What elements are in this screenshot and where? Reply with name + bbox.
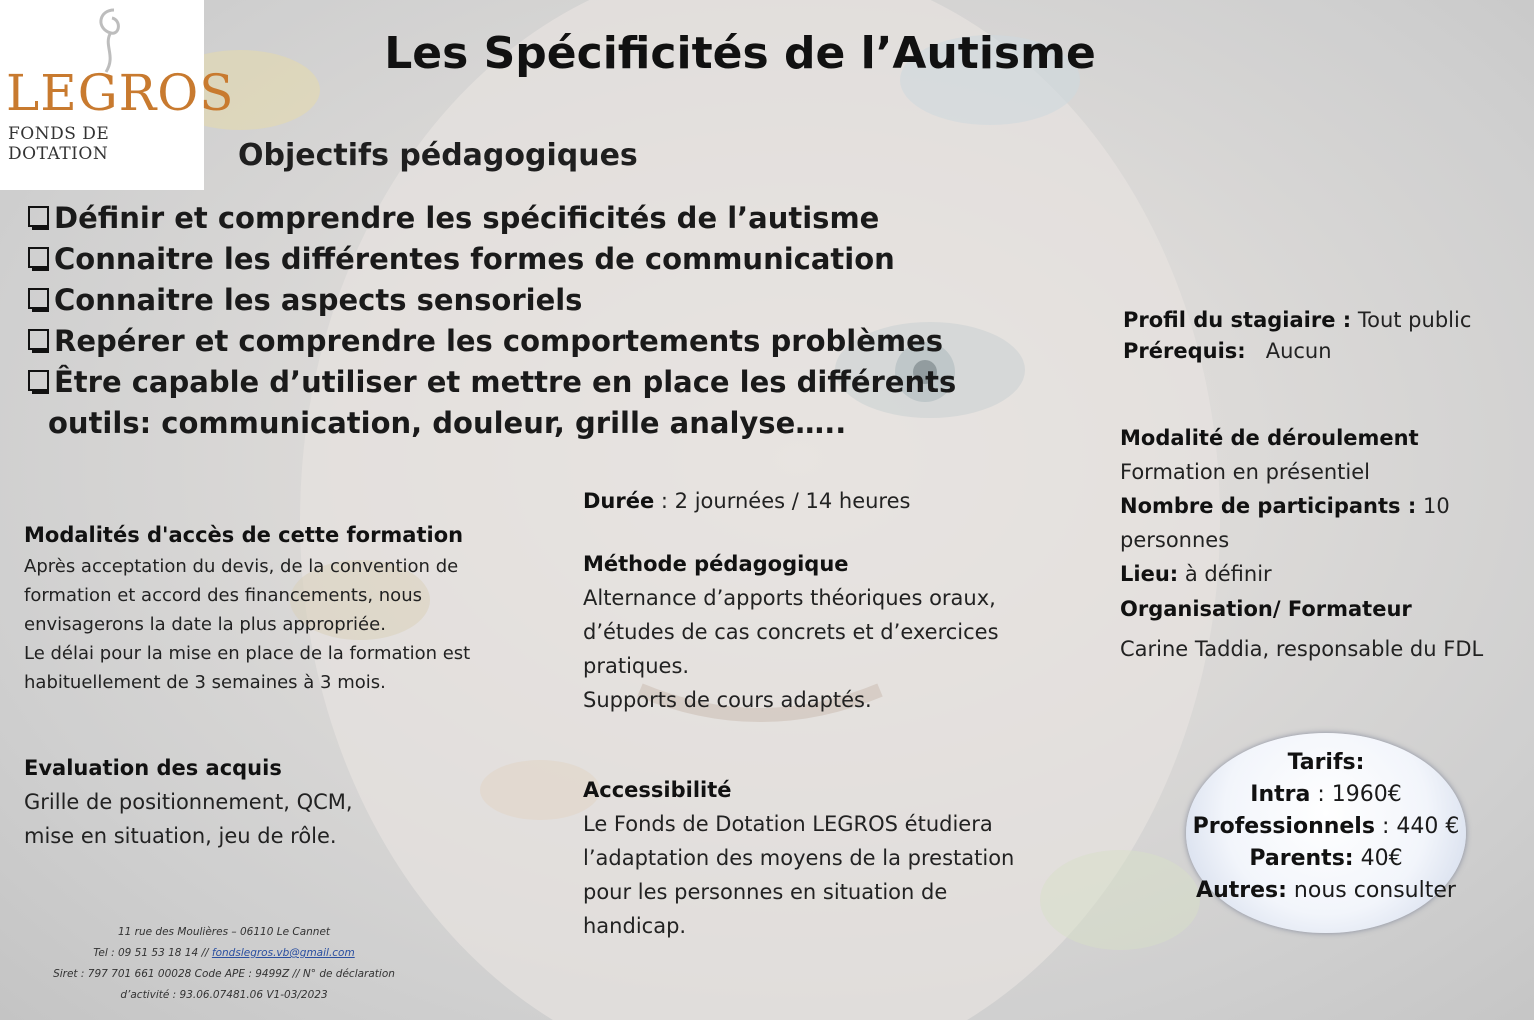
profil-block: Profil du stagiaire : Tout public Prérequis: Aucun [1123,308,1472,363]
checkbox-icon [28,288,49,309]
tarifs-bubble: Tarifs: Intra : 1960€ Professionnels : 440 € Parents: 40€ Autres: nous consulter [1186,733,1466,933]
deroulement-block: Modalité de déroulement Formation en présentiel Nombre de participants : 10 personnes Lieu: à définir [1120,426,1450,586]
legros-logo [0,0,235,190]
objective-item: Définir et comprendre les spécificités de l’autisme [28,198,828,239]
footer-contact: 11 rue des Moulières – 06110 Le Cannet Tel : 09 51 53 18 14 // fondslegros.vb@gmail.com Siret : 797 701 661 00028 Code APE : 9499Z // N° de déclaration d’activité : 93.06.07481.06 V1-03/2023 [53,926,395,1001]
objectives-list [28,198,957,444]
duree-block: Durée : 2 journées / 14 heures [583,489,911,513]
objectives-heading: Objectifs pédagogiques [238,138,638,173]
objective-item: Repérer et comprendre les comportements problèmes [28,321,828,362]
email-link[interactable]: fondslegros.vb@gmail.com [211,947,355,959]
objective-item: Connaitre les différentes formes de communication [28,239,828,280]
checkbox-icon [28,206,49,227]
objective-item: Être capable d’utiliser et mettre en place les différents [28,362,828,403]
accessibilite-block: Accessibilité Le Fonds de Dotation LEGROS étudiera l’adaptation des moyens de la prestation pour les personnes en situation de handicap. [583,778,1015,938]
logo-subtitle: FONDS DE DOTATION [8,124,110,164]
objective-item: Connaitre les aspects sensoriels [28,280,828,321]
checkbox-icon [28,329,49,350]
evaluation-block: Evaluation des acquis Grille de positionnement, QCM, mise en situation, jeu de rôle. [24,756,353,848]
checkbox-icon [28,247,49,268]
acces-block: Modalités d'accès de cette formation Après acceptation du devis, de la convention de formation et accord des financements, nous envisagerons la date la plus appropriée. Le délai pour la mise en place de la formation est habituellement de 3 semaines à 3 mois. [24,523,471,693]
objective-continuation: outils: communication, douleur, grille analyse….. [48,406,847,440]
checkbox-icon [28,370,49,391]
organisation-block: Organisation/ Formateur Carine Taddia, responsable du FDL [1120,597,1484,661]
page-title: Les Spécificités de l’Autisme [384,28,1096,79]
logo-name: LEGROS [6,64,235,122]
methode-block: Méthode pédagogique Alternance d’apports théoriques oraux, d’études de cas concrets et d’exercices pratiques. Supports de cours adaptés. [583,552,999,712]
